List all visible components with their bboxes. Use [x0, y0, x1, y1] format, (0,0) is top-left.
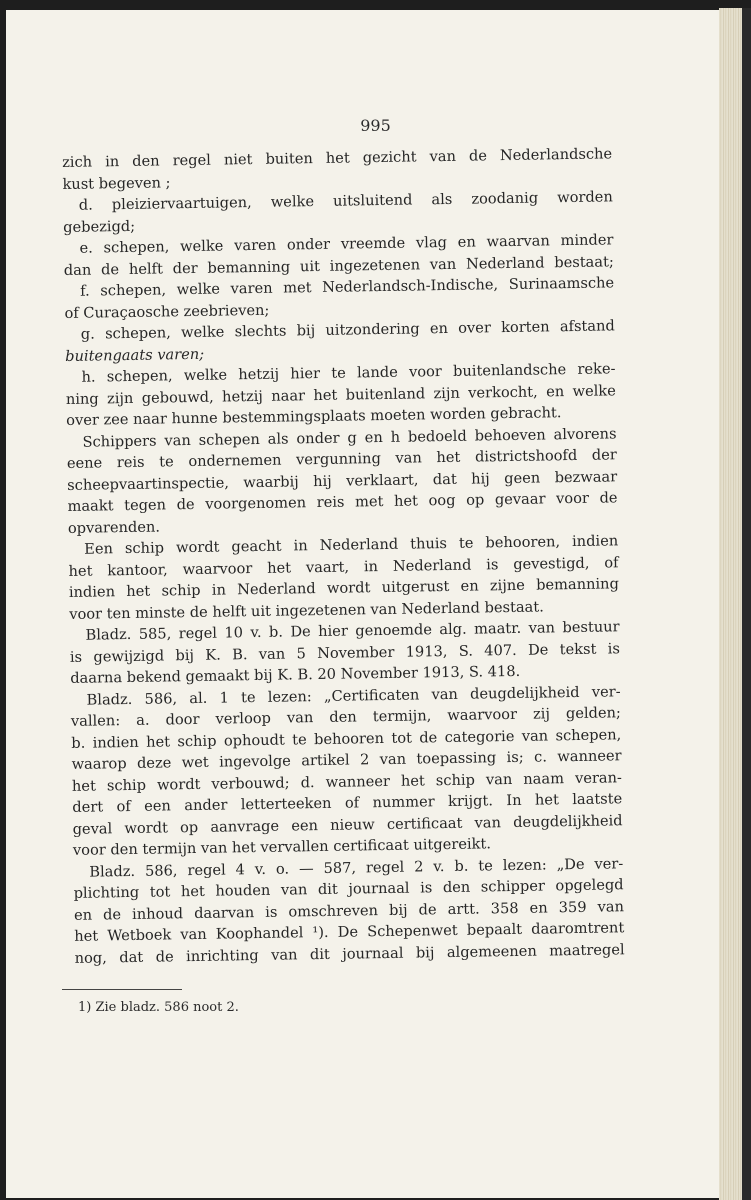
text-line: daarna bekend gemaakt bij K. B. 20 November 1913, S. 418. — [70, 662, 521, 687]
text-line: maakt tegen de voorgenomen reis met het oog op gevaar voor de — [67, 489, 618, 515]
text-line: g. schepen, welke slechts bij uitzondering en over korten afstand — [80, 317, 615, 343]
text-line: Schippers van schepen als onder g en h bedoeld behoeven alvorens — [82, 424, 617, 451]
text-line: waarop deze wet ingevolge artikel 2 van toepassing is; c. wanneer — [71, 747, 622, 773]
text-line: Een schip wordt geacht in Nederland thuis te behooren, indien — [84, 532, 619, 558]
text-line: opvarenden. — [67, 518, 161, 537]
text-line: voor den termijn van het vervallen certificaat uitgereikt. — [72, 835, 492, 859]
text-line: h. schepen, welke hetzij hier te lande voor buitenlandsche reke- — [81, 360, 616, 386]
text-line: plichting tot het houden van dit journaal is den schipper opgelegd — [73, 876, 624, 902]
text-line: d. pleiziervaartuigen, welke uitsluitend als zoodanig worden — [78, 188, 613, 214]
text-line: het schip wordt verbouwd; d. wanneer het schip van naam veran- — [71, 768, 623, 795]
text-line: e. schepen, welke varen onder vreemde vlag en waarvan minder — [79, 231, 614, 257]
text-line: zich in den regel niet buiten het gezicht van de Nederlandsche — [62, 145, 613, 171]
text-line: geval wordt op aanvrage een nieuw certificaat van deugdelijkheid — [72, 811, 623, 838]
page-edge-shadow — [742, 8, 751, 1200]
text-line: of Curaçaosche zeebrieven; — [64, 301, 270, 322]
text-line: indien het schip in Nederland wordt uitgerust en zijne bemanning — [68, 575, 619, 601]
text-line: dert of een ander letterteeken of nummer krijgt. In het laatste — [72, 790, 623, 816]
text-line: gebezigd; — [63, 217, 136, 236]
footnote: 1) Zie bladz. 586 noot 2. — [78, 1000, 239, 1015]
text-line: nog, dat de inrichting van dit journaal bij algemeenen maatregel — [74, 940, 625, 967]
text-line: het kantoor, waarvoor het vaart, in Nederland is gevestigd, of — [68, 553, 619, 580]
text-line: over zee naar hunne bestemmingsplaats moeten worden gebracht. — [66, 404, 562, 429]
text-line: scheepvaartinspectie, waarbij hij verklaart, dat hij geen bezwaar — [67, 467, 618, 494]
footnote-rule — [62, 989, 182, 990]
text-line: Bladz. 586, regel 4 v. o. — 587, regel 2 v. b. te lezen: „De ver- — [89, 854, 624, 881]
text-line: is gewijzigd bij K. B. van 5 November 1913, S. 407. De tekst is — [69, 639, 620, 666]
text-line: dan de helft der bemanning uit ingezetenen van Nederland bestaat; — [63, 252, 614, 279]
body-text — [62, 143, 625, 969]
text-line: ning zijn gebouwd, hetzij naar het buitenland zijn verkocht, en welke — [65, 381, 616, 408]
text-line: b. indien het schip ophoudt te behooren tot de categorie van schepen, — [71, 725, 622, 752]
text-line: buitengaats varen; — [65, 345, 205, 365]
text-line: f. schepen, welke varen met Nederlandsch-Indische, Surinaamsche — [80, 274, 615, 300]
page-edge — [719, 8, 743, 1200]
text-line: Bladz. 586, al. 1 te lezen: „Certificaten van deugdelijkheid ver- — [86, 682, 621, 709]
text-line: Bladz. 585, regel 10 v. b. De hier genoemde alg. maatr. van bestuur — [85, 618, 620, 644]
text-line: voor ten minste de helft uit ingezetenen van Nederland bestaat. — [69, 597, 544, 623]
page-number: 995 — [360, 116, 391, 135]
text-line: en de inhoud daarvan is omschreven bij de artt. 358 en 359 van — [73, 897, 625, 924]
text-line: kust begeven ; — [62, 173, 171, 193]
text-line: het Wetboek van Koophandel ¹). De Schepenwet bepaalt daaromtrent — [74, 919, 625, 945]
text-line: eene reis te ondernemen vergunning van het districtshoofd der — [66, 446, 617, 472]
text-line: vallen: a. door verloop van den termijn, waarvoor zij gelden; — [70, 704, 622, 730]
